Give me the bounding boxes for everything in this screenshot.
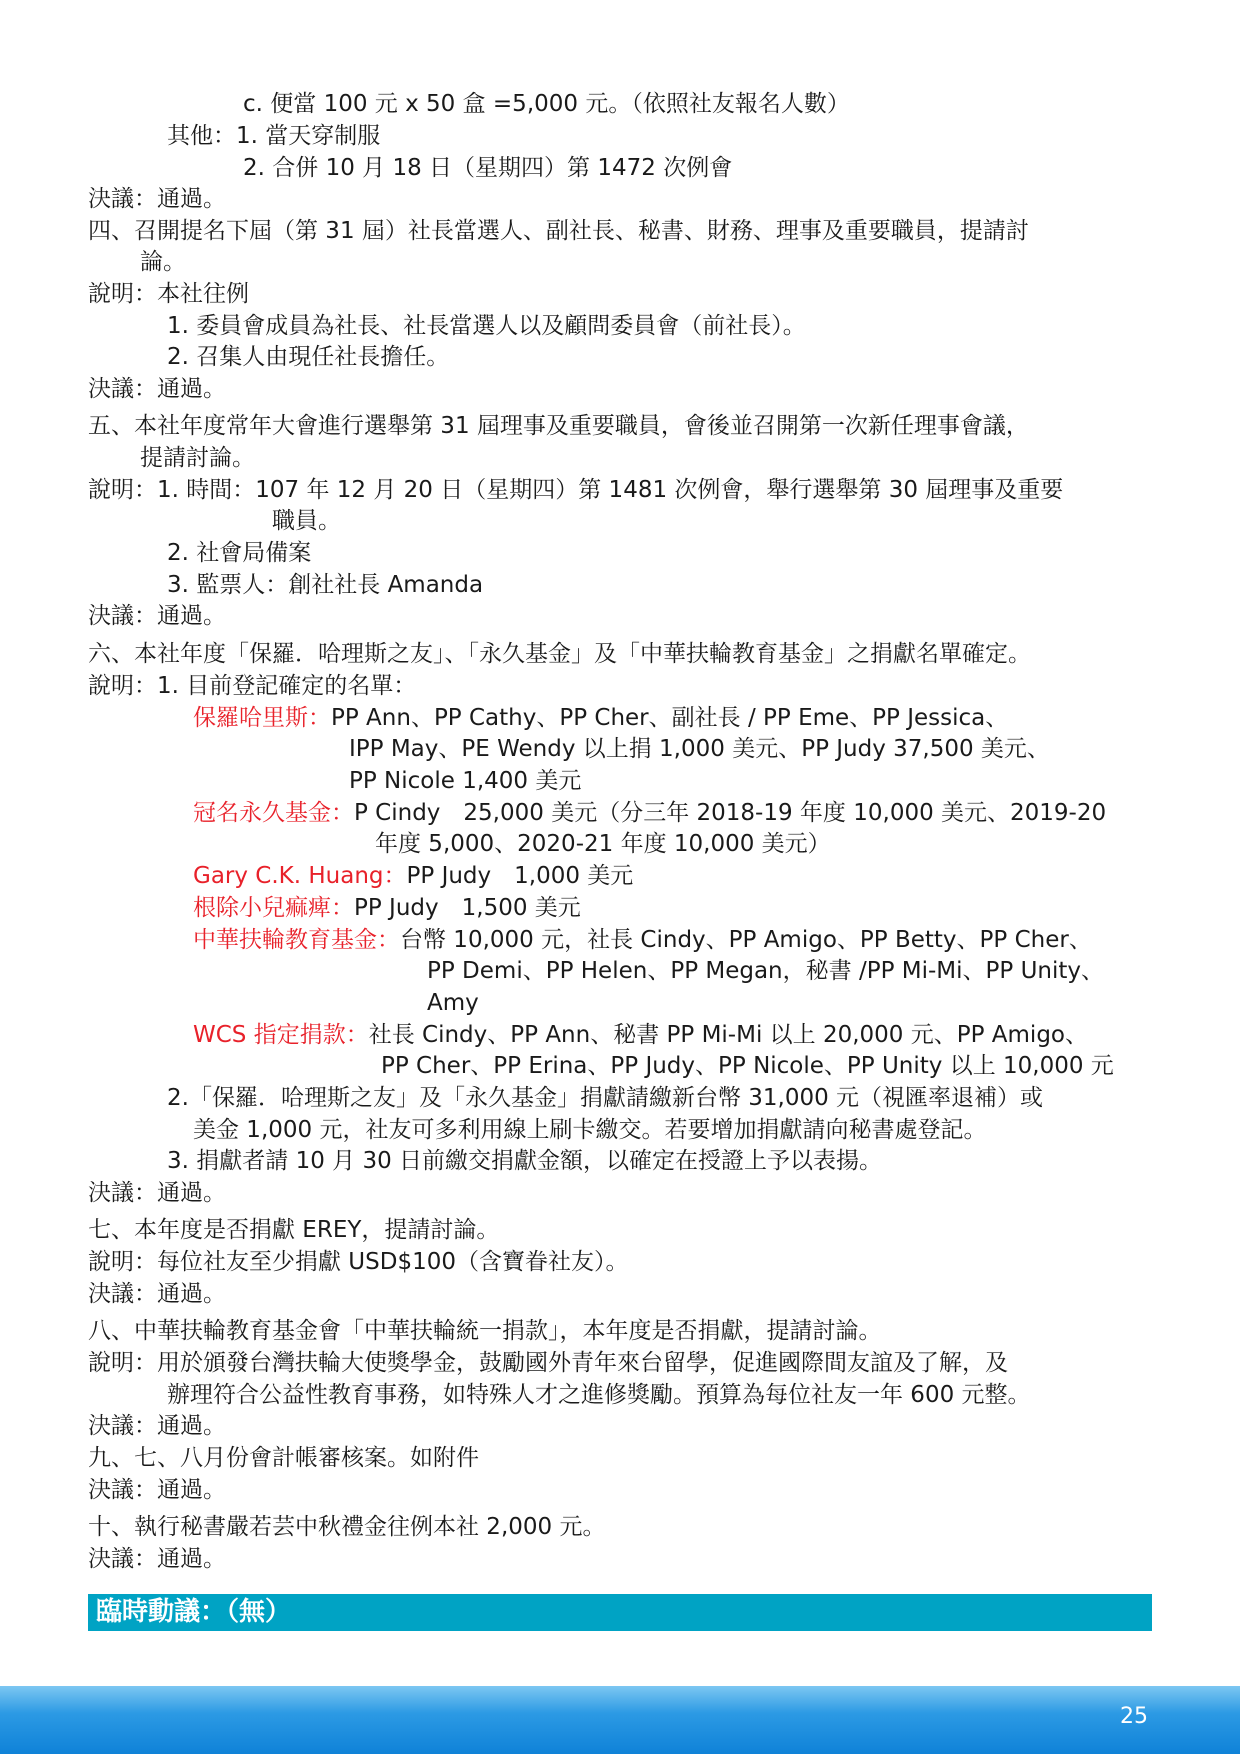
- text-line: [88, 1512, 605, 1542]
- line-text: 說明：1. 目前登記確定的名單：: [88, 673, 417, 699]
- text-line: [427, 988, 479, 1018]
- text-line: [167, 538, 311, 568]
- line-text: 3. 捐獻者請 10 月 30 日前繳交捐獻金額，以確定在授證上予以表揚。: [167, 1148, 883, 1174]
- text-line: [88, 1544, 226, 1574]
- text-line: [88, 279, 249, 309]
- line-text: P Cindy 25,000 美元（分三年 2018-19 年度 10,000 美元、2019-20: [354, 800, 1107, 826]
- line-text: 十、執行秘書嚴若芸中秋禮金往例本社 2,000 元。: [88, 1514, 606, 1540]
- line-text: 年度 5,000、2020-21 年度 10,000 美元）: [375, 831, 831, 857]
- line-text: 2.「保羅．哈理斯之友」及「永久基金」捐獻請繳新台幣 31,000 元（視匯率退補）或: [167, 1085, 1044, 1111]
- line-text: 決議：通過。: [88, 1180, 226, 1206]
- text-line: [88, 1316, 882, 1346]
- line-text: 3. 監票人：創社社長 Amanda: [167, 572, 484, 598]
- text-line: [167, 1083, 1043, 1113]
- text-line: [167, 311, 806, 341]
- text-line: [140, 247, 186, 277]
- line-text: 2. 召集人由現任社長擔任。: [167, 344, 450, 370]
- text-line: [272, 506, 341, 536]
- text-line: [167, 121, 380, 151]
- line-text: 提請討論。: [140, 445, 255, 471]
- text-line: [349, 734, 1050, 764]
- text-line: [88, 184, 226, 214]
- text-line: [193, 925, 1092, 955]
- text-line: [88, 374, 226, 404]
- text-line: [193, 861, 633, 891]
- line-text: PP Cher、PP Erina、PP Judy、PP Nicole、PP Unity 以上 10,000 元: [381, 1053, 1114, 1079]
- line-text: 2. 合併 10 月 18 日（星期四）第 1472 次例會: [243, 155, 733, 181]
- line-text: 八、中華扶輪教育基金會「中華扶輪統一捐款」，本年度是否捐獻，提請討論。: [88, 1318, 882, 1344]
- text-line: [88, 639, 1031, 669]
- text-line: [193, 1020, 1088, 1050]
- line-text: 台幣 10,000 元，社長 Cindy、PP Amigo、PP Betty、PP Cher、: [400, 927, 1092, 953]
- line-text: 說明：每位社友至少捐獻 USD$100（含寶眷社友）。: [88, 1249, 629, 1275]
- text-line: [167, 570, 483, 600]
- line-text: 決議：通過。: [88, 1546, 226, 1572]
- text-line: [88, 1475, 226, 1505]
- line-text: 2. 社會局備案: [167, 540, 312, 566]
- line-text: 說明：1. 時間：107 年 12 月 20 日（星期四）第 1481 次例會，舉行選舉第 30 屆理事及重要: [88, 477, 1064, 503]
- donation-category-label: 根除小兒痲痺：: [193, 895, 354, 921]
- page-number: 25: [1120, 1704, 1148, 1729]
- text-line: [88, 671, 416, 701]
- line-text: IPP May、PE Wendy 以上捐 1,000 美元、PP Judy 37,500 美元、: [349, 736, 1050, 762]
- text-line: [193, 893, 581, 923]
- text-line: [88, 1348, 1008, 1378]
- text-line: [167, 1380, 1031, 1410]
- extempore-motion-banner: [88, 1594, 1152, 1631]
- line-text: 辦理符合公益性教育事務，如特殊人才之進修獎勵。預算為每位社友一年 600 元整。: [167, 1382, 1031, 1408]
- line-text: 說明：本社往例: [88, 281, 249, 307]
- line-text: 決議：通過。: [88, 186, 226, 212]
- text-line: [193, 703, 1008, 733]
- donation-category-label: 中華扶輪教育基金：: [193, 927, 400, 953]
- donation-category-label: 保羅哈里斯：: [193, 705, 331, 731]
- text-line: [349, 766, 581, 796]
- line-text: 四、召開提名下屆（第 31 屆）社長當選人、副社長、秘書、財務、理事及重要職員，提請討: [88, 218, 1029, 244]
- text-line: [193, 798, 1106, 828]
- line-text: 其他：1. 當天穿制服: [167, 123, 381, 149]
- line-text: 六、本社年度「保羅．哈理斯之友」、「永久基金」及「中華扶輪教育基金」之捐獻名單確定。: [88, 641, 1031, 667]
- text-line: [243, 153, 732, 183]
- line-text: 決議：通過。: [88, 376, 226, 402]
- line-text: PP Nicole 1,400 美元: [349, 768, 582, 794]
- line-text: 社長 Cindy、PP Ann、秘書 PP Mi-Mi 以上 20,000 元、PP Amigo、: [368, 1022, 1088, 1048]
- text-line: [88, 1247, 629, 1277]
- line-text: PP Judy 1,500 美元: [354, 895, 581, 921]
- line-text: 職員。: [272, 508, 341, 534]
- line-text: 決議：通過。: [88, 1477, 226, 1503]
- line-text: 決議：通過。: [88, 603, 226, 629]
- line-text: 美金 1,000 元，社友可多利用線上刷卡繳交。若要增加捐獻請向秘書處登記。: [193, 1117, 987, 1143]
- text-line: [88, 216, 1029, 246]
- page-footer: [0, 1686, 1240, 1754]
- line-text: PP Ann、PP Cathy、PP Cher、副社長 / PP Eme、PP Jessica、: [331, 705, 1009, 731]
- text-line: [88, 1443, 479, 1473]
- line-text: 決議：通過。: [88, 1281, 226, 1307]
- line-text: PP Judy 1,000 美元: [406, 863, 634, 889]
- text-line: [375, 829, 831, 859]
- text-line: [88, 1279, 226, 1309]
- text-line: [167, 342, 449, 372]
- line-text: Amy: [427, 990, 479, 1016]
- line-text: 五、本社年度常年大會進行選舉第 31 屆理事及重要職員，會後並召開第一次新任理事會議，: [88, 413, 1029, 439]
- text-line: [88, 1411, 226, 1441]
- text-line: [167, 1146, 882, 1176]
- text-line: [88, 601, 226, 631]
- donation-category-label: Gary C.K. Huang：: [193, 863, 407, 889]
- line-text: c. 便當 100 元 x 50 盒 =5,000 元。（依照社友報名人數）: [243, 91, 850, 117]
- text-line: [88, 475, 1063, 505]
- text-line: [193, 1115, 986, 1145]
- donation-category-label: WCS 指定捐款：: [193, 1022, 369, 1048]
- text-line: [140, 443, 255, 473]
- line-text: 1. 委員會成員為社長、社長當選人以及顧問委員會（前社長）。: [167, 313, 806, 339]
- text-line: [243, 89, 850, 119]
- line-text: 七、本年度是否捐獻 EREY，提請討論。: [88, 1217, 500, 1243]
- banner-heading: 臨時動議：（無）: [96, 1597, 292, 1627]
- line-text: 說明：用於頒發台灣扶輪大使獎學金，鼓勵國外青年來台留學，促進國際間友誼及了解，及: [88, 1350, 1008, 1376]
- line-text: PP Demi、PP Helen、PP Megan，秘書 /PP Mi-Mi、PP Unity、: [427, 958, 1104, 984]
- text-line: [427, 956, 1104, 986]
- line-text: 九、七、八月份會計帳審核案。如附件: [88, 1445, 479, 1471]
- line-text: 決議：通過。: [88, 1413, 226, 1439]
- text-line: [88, 1215, 499, 1245]
- text-line: [88, 411, 1029, 441]
- text-line: [381, 1051, 1114, 1081]
- line-text: 論。: [140, 249, 186, 275]
- donation-category-label: 冠名永久基金：: [193, 800, 354, 826]
- text-line: [88, 1178, 226, 1208]
